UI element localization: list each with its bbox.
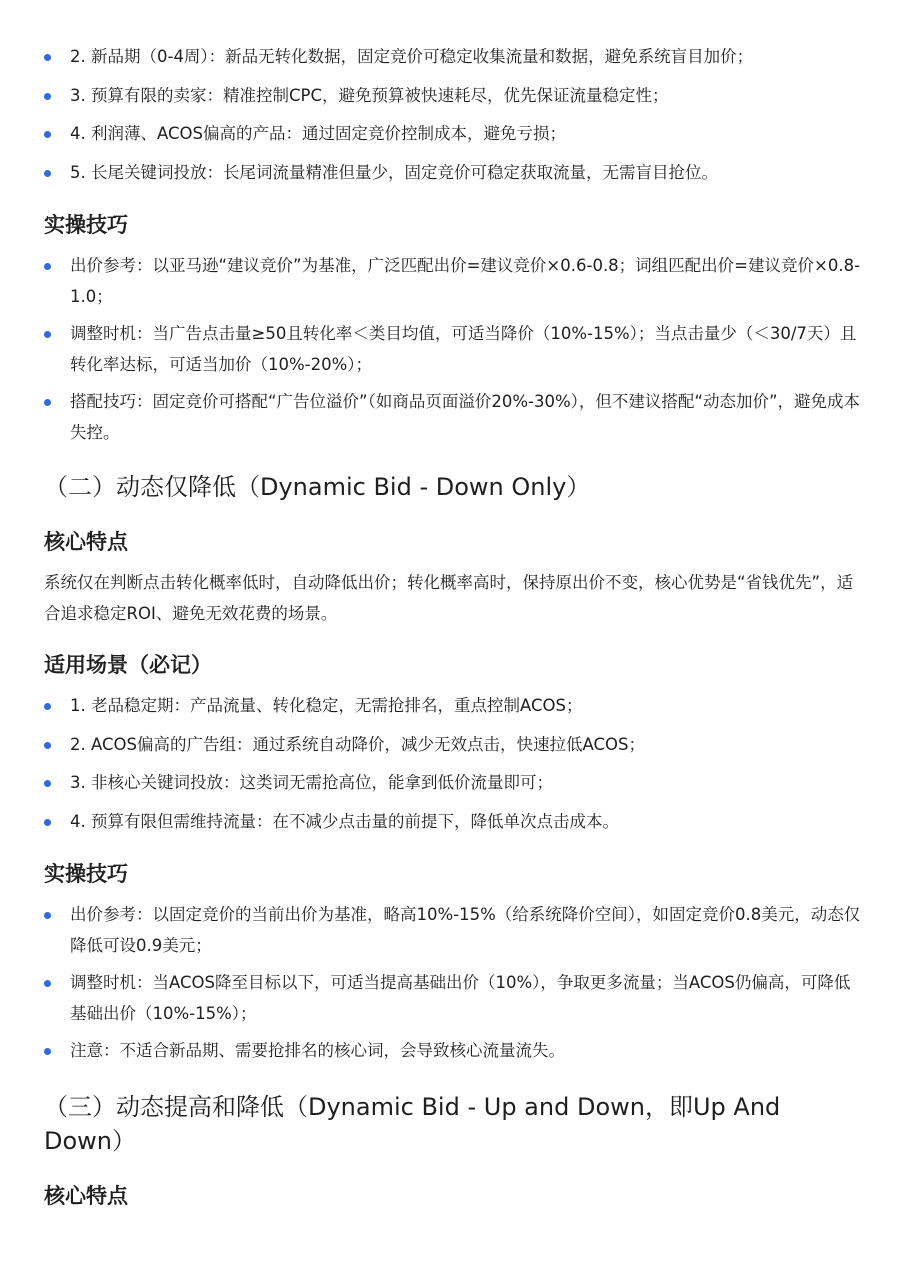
list-item: 出价参考：以固定竞价的当前出价为基准，略高10%-15%（给系统降价空间），如固定竞价0.8美元，动态仅降低可设0.9美元； <box>44 899 864 961</box>
heading-core: 核心特点 <box>44 1184 128 1208</box>
list-item: 出价参考：以亚马逊“建议竞价”为基准，广泛匹配出价=建议竞价×0.6-0.8；词组匹配出价=建议竞价×0.8-1.0； <box>44 250 864 312</box>
bullet-icon <box>44 780 51 787</box>
list-item: 1. 老品稳定期：产品流量、转化稳定，无需抢排名，重点控制ACOS； <box>44 690 864 721</box>
bullet-icon <box>44 819 51 826</box>
list-item: 搭配技巧：固定竞价可搭配“广告位溢价”（如商品页面溢价20%-30%），但不建议搭配“动态加价”，避免成本失控。 <box>44 386 864 448</box>
bullet-icon <box>44 54 51 61</box>
paragraph: 系统仅在判断点击转化概率低时，自动降低出价；转化概率高时，保持原出价不变，核心优势是“省钱优先”，适合追求稳定ROI、避免无效花费的场景。 <box>44 573 854 623</box>
bullet-icon <box>44 131 51 138</box>
list-item: 4. 预算有限但需维持流量：在不减少点击量的前提下，降低单次点击成本。 <box>44 806 864 837</box>
heading-scenes: 适用场景（必记） <box>44 653 212 677</box>
bullet-icon <box>44 742 51 749</box>
bullet-icon <box>44 170 51 177</box>
list-item: 2. 新品期（0-4周）：新品无转化数据，固定竞价可稳定收集流量和数据，避免系统盲目加价； <box>44 41 864 72</box>
list-item: 5. 长尾关键词投放：长尾词流量精准但量少，固定竞价可稳定获取流量，无需盲目抢位。 <box>44 157 864 188</box>
bullet-icon <box>44 399 51 406</box>
bullet-icon <box>44 703 51 710</box>
list-item: 3. 预算有限的卖家：精准控制CPC，避免预算被快速耗尽，优先保证流量稳定性； <box>44 80 864 111</box>
list-item: 4. 利润薄、ACOS偏高的产品：通过固定竞价控制成本，避免亏损； <box>44 118 864 149</box>
list-item: 2. ACOS偏高的广告组：通过系统自动降价，减少无效点击，快速拉低ACOS； <box>44 729 864 760</box>
heading-tips: 实操技巧 <box>44 862 128 886</box>
bullet-icon <box>44 912 51 919</box>
list-item: 调整时机：当ACOS降至目标以下，可适当提高基础出价（10%），争取更多流量；当ACOS仍偏高，可降低基础出价（10%-15%）； <box>44 967 864 1029</box>
bullet-icon <box>44 331 51 338</box>
list-item: 调整时机：当广告点击量≥50且转化率＜类目均值，可适当降价（10%-15%）；当点击量少（＜30/7天）且转化率达标，可适当加价（10%-20%）； <box>44 318 864 380</box>
list-item: 注意：不适合新品期、需要抢排名的核心词，会导致核心流量流失。 <box>44 1035 864 1066</box>
heading-core: 核心特点 <box>44 530 128 554</box>
bullet-icon <box>44 980 51 987</box>
bullet-icon <box>44 1048 51 1055</box>
heading-tips: 实操技巧 <box>44 213 128 237</box>
section-title: （二）动态仅降低（Dynamic Bid - Down Only） <box>44 473 591 501</box>
section-title: （三）动态提高和降低（Dynamic Bid - Up and Down，即Up And Down） <box>44 1093 781 1155</box>
bullet-icon <box>44 93 51 100</box>
bullet-icon <box>44 263 51 270</box>
list-item: 3. 非核心关键词投放：这类词无需抢高位，能拿到低价流量即可； <box>44 767 864 798</box>
